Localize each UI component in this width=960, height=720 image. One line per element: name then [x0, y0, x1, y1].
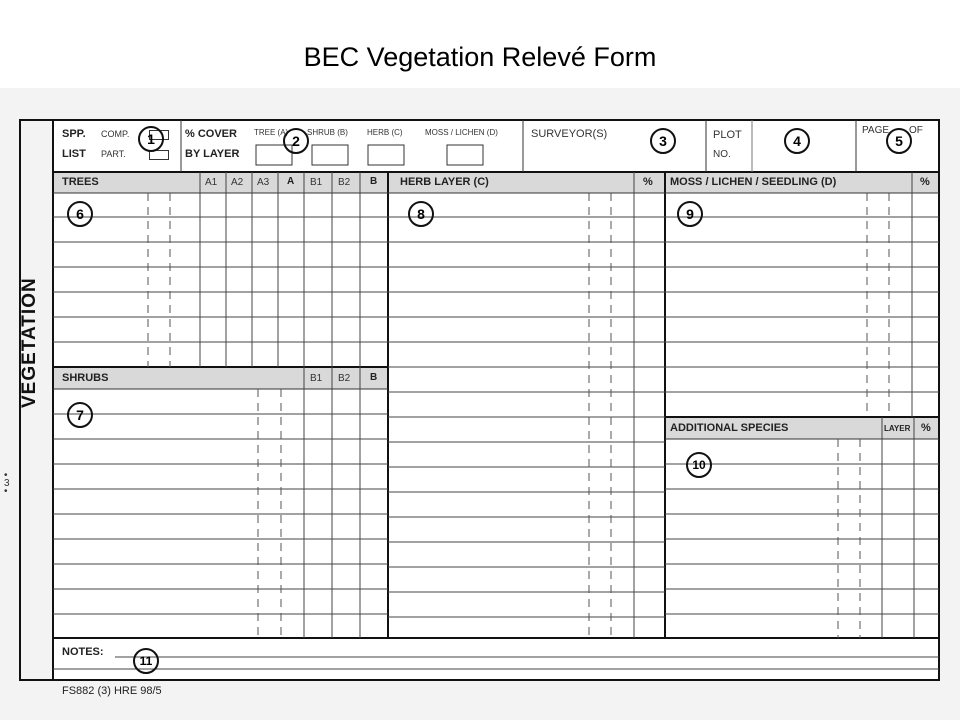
list-label: LIST: [62, 148, 86, 160]
moss-section-label: MOSS / LICHEN / SEEDLING (D): [670, 176, 837, 188]
spp-label: SPP.: [62, 128, 86, 140]
shrubs-col-b2: B2: [338, 373, 351, 384]
trees-col-b1: B1: [310, 177, 323, 188]
marker-8: 8: [408, 201, 434, 227]
vegetation-side-label: VEGETATION: [19, 277, 40, 408]
tree-cover-label: TREE (A): [254, 128, 289, 137]
cover-label: % COVER: [185, 128, 237, 140]
form-code: FS882 (3) HRE 98/5: [62, 685, 162, 697]
comp-label: COMP.: [101, 129, 130, 139]
trees-section-label: TREES: [62, 176, 99, 188]
notes-label: NOTES:: [62, 646, 104, 658]
shrubs-col-b: B: [370, 372, 378, 383]
part-label: PART.: [101, 149, 126, 159]
trees-col-a: A: [287, 176, 295, 187]
moss-cover-label: MOSS / LICHEN (D): [425, 128, 498, 137]
herb-section-label: HERB LAYER (C): [400, 176, 489, 188]
plot-no-label: NO.: [713, 149, 731, 160]
shrubs-section-label: SHRUBS: [62, 372, 109, 384]
plot-label: PLOT: [713, 129, 742, 141]
margin-marks: • 3 •: [4, 470, 10, 497]
marker-5: 5: [886, 128, 912, 154]
page-label: PAGE: [862, 125, 890, 136]
page-of-label: OF: [909, 125, 923, 136]
additional-species-label: ADDITIONAL SPECIES: [670, 422, 789, 434]
shrub-cover-label: SHRUB (B): [307, 128, 348, 137]
herb-pct-label: %: [643, 176, 653, 188]
trees-col-b2: B2: [338, 177, 351, 188]
trees-col-a3: A3: [257, 177, 270, 188]
marker-3: 3: [650, 128, 676, 154]
surveyor-label: SURVEYOR(S): [531, 128, 608, 140]
releve-form: [0, 88, 960, 720]
trees-col-b: B: [370, 176, 378, 187]
herb-cover-label: HERB (C): [367, 128, 403, 137]
marker-6: 6: [67, 201, 93, 227]
marker-7: 7: [67, 402, 93, 428]
marker-2: 2: [283, 128, 309, 154]
by-layer-label: BY LAYER: [185, 148, 240, 160]
additional-pct-label: %: [921, 422, 931, 434]
trees-col-a2: A2: [231, 177, 244, 188]
marker-10: 10: [686, 452, 712, 478]
marker-9: 9: [677, 201, 703, 227]
moss-pct-label: %: [920, 176, 930, 188]
shrubs-col-b1: B1: [310, 373, 323, 384]
trees-col-a1: A1: [205, 177, 218, 188]
marker-4: 4: [784, 128, 810, 154]
page-title: BEC Vegetation Relevé Form: [303, 42, 657, 72]
marker-1: 1: [138, 126, 164, 152]
marker-11: 11: [133, 648, 159, 674]
additional-layer-label: LAYER: [884, 424, 911, 433]
